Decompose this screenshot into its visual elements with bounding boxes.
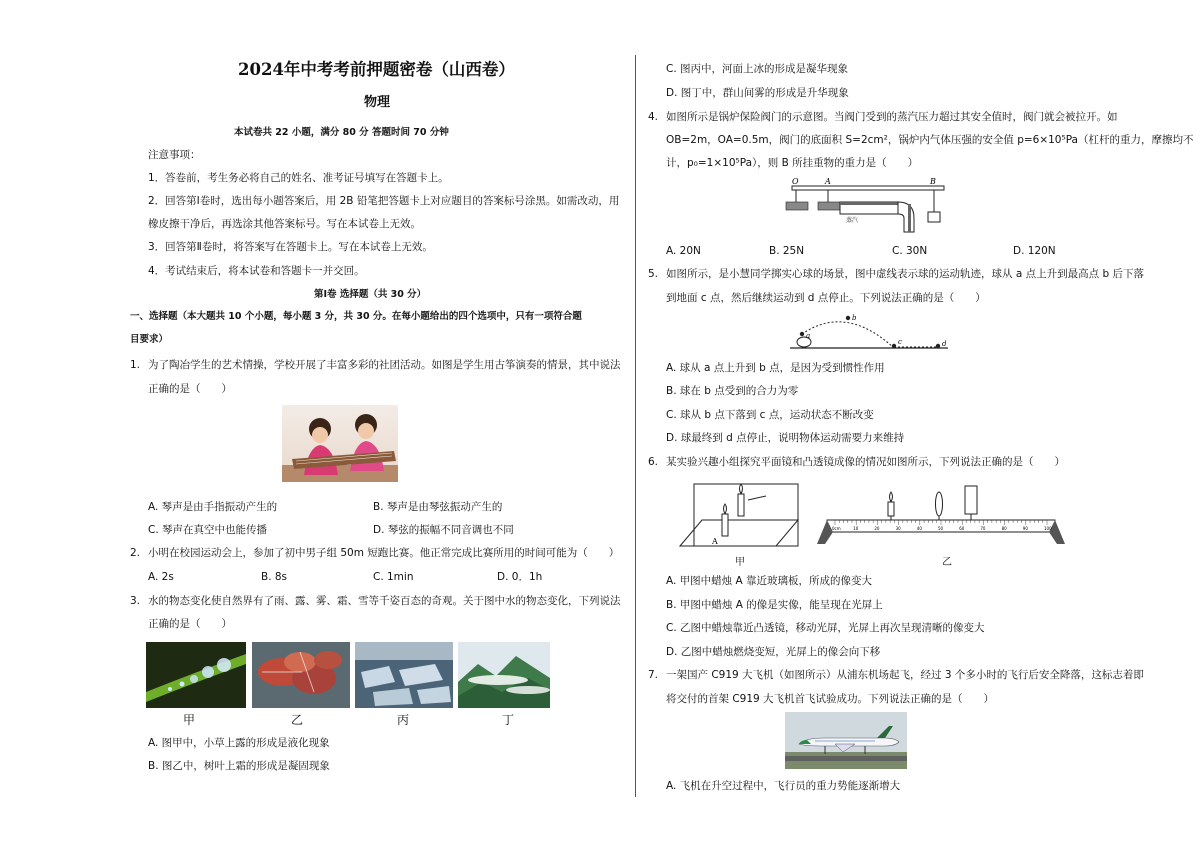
- ruler-tick-label: 0cm: [832, 526, 841, 531]
- ruler-tick-label: 80: [1001, 526, 1007, 531]
- point-c-label: c: [898, 338, 902, 346]
- c919-airplane-photo: [785, 712, 907, 769]
- option-a: A. 图甲中，小草上露的形成是液化现象: [148, 737, 330, 749]
- question-number: 7.: [648, 669, 659, 681]
- fig-label-jia: 甲: [183, 713, 196, 727]
- question-text: 正确的是（ ）: [148, 618, 232, 630]
- ruler-tick-label: 100: [1044, 526, 1052, 531]
- option-b: B. 图乙中，树叶上霜的形成是凝固现象: [148, 760, 330, 772]
- option-d: D. 120N: [1013, 245, 1056, 257]
- question-text: 为了陶冶学生的艺术情操，学校开展了丰富多彩的社团活动。如图是学生用古筝演奏的情景，其中说法: [148, 359, 621, 371]
- option-a: A. 球从 a 点上升到 b 点，是因为受到惯性作用: [666, 362, 885, 374]
- exam-info: 本试卷共 22 小题，满分 80 分 答题时间 70 分钟: [234, 127, 449, 138]
- question-text: 某实验兴趣小组探究平面镜和凸透镜成像的情况如图所示，下列说法正确的是（ ）: [666, 456, 1065, 468]
- option-d: D. 0．1h: [497, 571, 543, 583]
- point-b-label: B: [930, 178, 936, 186]
- question-text: 如图所示是锅炉保险阀门的示意图。当阀门受到的蒸汽压力超过其安全值时，阀门就会被拉开。如: [666, 111, 1118, 123]
- optical-bench-diagram: [815, 480, 1067, 550]
- ruler-tick-label: 30: [895, 526, 901, 531]
- question-text: 水的物态变化使自然界有了雨、露、雾、霜、雪等千姿百态的奇观。关于图中水的物态变化，下列说法: [148, 595, 621, 607]
- option-d: D. 球最终到 d 点停止，说明物体运动需要力来维持: [666, 432, 905, 444]
- point-b-label: b: [852, 314, 857, 322]
- option-d: D. 图丁中，群山间雾的形成是升华现象: [666, 87, 849, 99]
- section-heading: 一、选择题（本大题共 10 个小题，每小题 3 分，共 30 分。在每小题给出的四个选项中，只有一项符合题: [130, 311, 582, 322]
- question-text: OB=2m，OA=0.5m，阀门的底面积 S=2cm²，锅炉内气体压强的安全值 p=6×10⁵Pa（杠杆的重力，摩擦均不: [666, 134, 1194, 146]
- notice-item: 1．答卷前，考生务必将自己的姓名、准考证号填写在答题卡上。: [148, 172, 449, 184]
- ruler-tick-label: 10: [853, 526, 859, 531]
- ruler-tick-label: 20: [874, 526, 880, 531]
- valve-lever-diagram: [780, 178, 960, 234]
- ruler-tick-label: 50: [938, 526, 944, 531]
- candle-a-label: A: [712, 537, 718, 546]
- question-text: 计，p₀=1×10⁵Pa），则 B 所挂重物的重力是（ ）: [666, 157, 919, 169]
- option-a: A. 琴声是由手指振动产生的: [148, 501, 278, 513]
- fog-photo: [458, 642, 550, 708]
- ruler-tick-label: 90: [1022, 526, 1028, 531]
- question-number: 2.: [130, 547, 141, 559]
- frost-photo: [252, 642, 350, 708]
- fig-label-yi: 乙: [942, 557, 952, 568]
- subject-title: 物理: [364, 95, 391, 110]
- question-number: 4.: [648, 111, 659, 123]
- option-b: B. 25N: [769, 245, 805, 257]
- fig-label-ding: 丁: [502, 713, 515, 727]
- option-c: C. 图丙中，河面上冰的形成是凝华现象: [666, 63, 849, 75]
- notice-item: 3．回答第Ⅱ卷时，将答案写在答题卡上。写在本试卷上无效。: [148, 241, 433, 253]
- option-c: C. 琴声在真空中也能传播: [148, 524, 268, 536]
- question-text: 到地面 c 点，然后继续运动到 d 点停止。下列说法正确的是（ ）: [666, 292, 986, 304]
- guzheng-photo: [282, 405, 398, 482]
- fig-label-bing: 丙: [397, 713, 410, 727]
- question-text: 将交付的首架 C919 大飞机首飞试验成功。下列说法正确的是（ ）: [666, 693, 995, 705]
- fig-label-jia: 甲: [735, 557, 745, 568]
- option-c: C. 乙图中蜡烛靠近凸透镜，移动光屏，光屏上再次呈现清晰的像变大: [666, 622, 985, 634]
- question-number: 3.: [130, 595, 141, 607]
- ice-photo: [355, 642, 453, 708]
- ball-trajectory-diagram: [790, 310, 950, 354]
- question-number: 1.: [130, 359, 141, 371]
- option-b: B. 球在 b 点受到的合力为零: [666, 385, 799, 397]
- steam-label: 蒸汽: [846, 217, 859, 224]
- option-c: C. 球从 b 点下落到 c 点，运动状态不断改变: [666, 409, 874, 421]
- ruler-tick-label: 60: [959, 526, 965, 531]
- notice-item: 2．回答第Ⅰ卷时，选出每小题答案后，用 2B 铅笔把答题卡上对应题目的答案标号涂黑。如需改动，用: [148, 195, 620, 207]
- exam-title: 2024年中考考前押题密卷（山西卷）: [238, 60, 515, 79]
- question-text: 正确的是（ ）: [148, 383, 232, 395]
- dew-photo: [146, 642, 246, 708]
- notice-item: 橡皮擦干净后，再选涂其他答案标号。写在本试卷上无效。: [148, 218, 421, 230]
- question-text: 一架国产 C919 大飞机（如图所示）从浦东机场起飞，经过 3 个多小时的飞行后安全降落，这标志着即: [666, 669, 1144, 681]
- point-a-label: a: [806, 332, 811, 340]
- point-a-label: A: [825, 178, 831, 186]
- notice-item: 4．考试结束后，将本试卷和答题卡一并交回。: [148, 265, 365, 277]
- option-a: A. 甲图中蜡烛 A 靠近玻璃板，所成的像变大: [666, 575, 873, 587]
- option-d: D. 乙图中蜡烛燃烧变短，光屏上的像会向下移: [666, 646, 881, 658]
- question-number: 6.: [648, 456, 659, 468]
- notice-heading: 注意事项：: [148, 149, 201, 161]
- option-b: B. 甲图中蜡烛 A 的像是实像，能呈现在光屏上: [666, 599, 883, 611]
- fig-label-yi: 乙: [291, 713, 304, 727]
- question-text: 如图所示，是小慧同学掷实心球的场景，图中虚线表示球的运动轨迹，球从 a 点上升到最高点 b 后下落: [666, 268, 1144, 280]
- option-c: C. 30N: [892, 245, 928, 257]
- option-a: A. 飞机在升空过程中，飞行员的重力势能逐渐增大: [666, 780, 901, 792]
- option-a: A. 20N: [666, 245, 701, 257]
- column-divider: [635, 55, 636, 797]
- question-number: 5.: [648, 268, 659, 280]
- option-a: A. 2s: [148, 571, 174, 583]
- plane-mirror-diagram: [676, 480, 800, 550]
- ruler-tick-label: 70: [980, 526, 986, 531]
- ruler-tick-label: 40: [916, 526, 922, 531]
- option-b: B. 琴声是由琴弦振动产生的: [373, 501, 503, 513]
- option-c: C. 1min: [373, 571, 414, 583]
- section-heading-cont: 目要求）: [130, 334, 169, 345]
- option-b: B. 8s: [261, 571, 288, 583]
- point-d-label: d: [942, 340, 947, 348]
- part-title: 第Ⅰ卷 选择题（共 30 分）: [314, 289, 427, 300]
- question-text: 小明在校园运动会上，参加了初中男子组 50m 短跑比赛。他正常完成比赛所用的时间可能为（ ）: [148, 547, 620, 559]
- option-d: D. 琴弦的振幅不同音调也不同: [373, 524, 514, 536]
- point-o-label: O: [792, 178, 799, 186]
